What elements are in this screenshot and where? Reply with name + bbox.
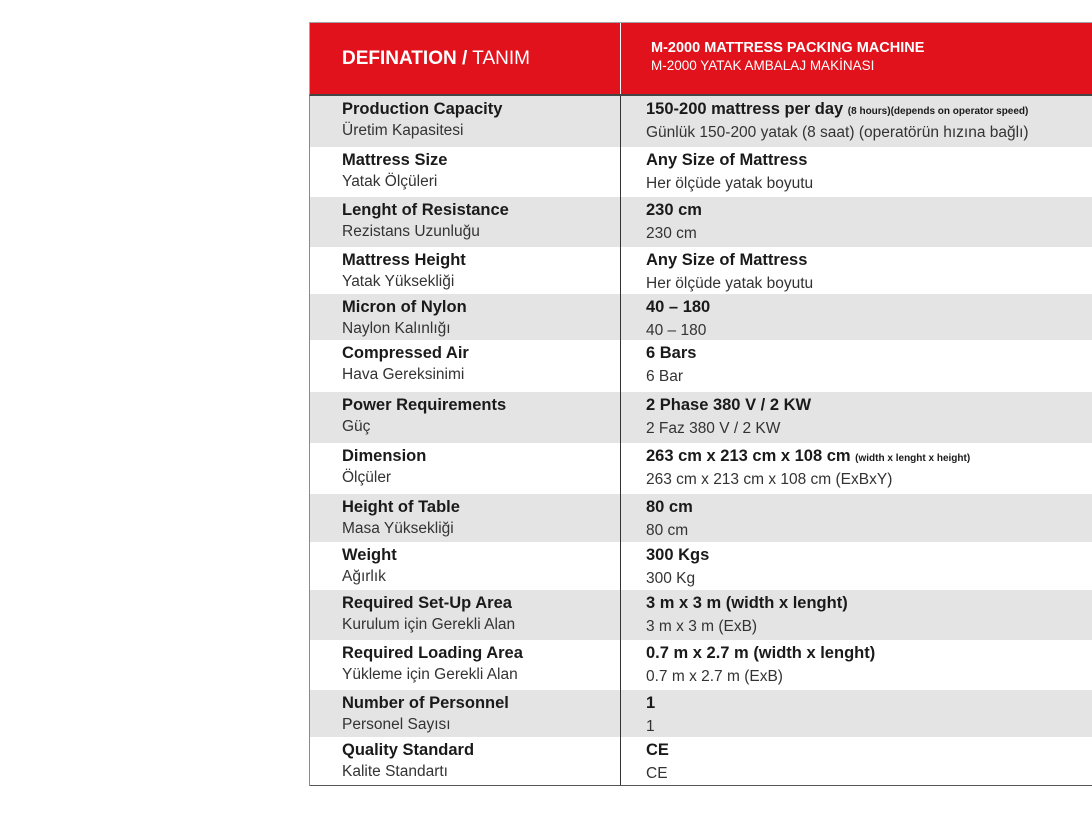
- spec-label-cell: [310, 590, 621, 640]
- table-row: [309, 197, 1092, 247]
- spec-value: 3 m x 3 m (width x lenght): [646, 594, 848, 612]
- spec-label-cell: [310, 443, 621, 494]
- spec-label-tr: Ölçüler: [342, 469, 392, 486]
- table-row: [309, 494, 1092, 542]
- spec-label-tr: Masa Yüksekliği: [342, 520, 454, 537]
- spec-label-tr: Yatak Yüksekliği: [342, 273, 455, 290]
- table-row: [309, 96, 1092, 147]
- spec-table: [309, 22, 1092, 786]
- spec-label: Mattress Size: [342, 151, 448, 169]
- spec-label: Quality Standard: [342, 741, 475, 759]
- spec-label-cell: [310, 247, 621, 294]
- spec-value-tr: Her ölçüde yatak boyutu: [646, 275, 814, 292]
- spec-value-line: [646, 446, 1092, 469]
- spec-label: Required Loading Area: [342, 644, 523, 662]
- spec-label-cell: [310, 494, 621, 542]
- spec-value-cell: [621, 640, 1092, 690]
- spec-label-cell: [310, 737, 621, 785]
- spec-value-cell: [621, 294, 1092, 340]
- definition-header-label: DEFINATION /: [342, 47, 468, 69]
- spec-value-line: [646, 99, 1092, 122]
- table-bottom-border: [309, 785, 1092, 786]
- spec-value-cell: [621, 247, 1092, 294]
- spec-value: 2 Phase 380 V / 2 KW: [646, 396, 812, 414]
- spec-label: Number of Personnel: [342, 694, 509, 712]
- spec-rows: [309, 96, 1092, 785]
- spec-value-tr: 40 – 180: [646, 322, 707, 339]
- spec-value: Any Size of Mattress: [646, 251, 808, 269]
- spec-value-tr: 6 Bar: [646, 368, 684, 385]
- spec-value-line: [646, 545, 1092, 568]
- table-row: [309, 294, 1092, 340]
- spec-value-line: [646, 250, 1092, 273]
- spec-value-line: [646, 643, 1092, 666]
- table-row: [309, 147, 1092, 197]
- spec-label-tr: Naylon Kalınlığı: [342, 320, 451, 337]
- spec-value: 230 cm: [646, 201, 702, 219]
- spec-value-tr: 230 cm: [646, 225, 697, 242]
- spec-value-line: [646, 593, 1092, 616]
- machine-title: M-2000 MATTRESS PACKING MACHINE: [651, 40, 925, 56]
- spec-label-cell: [310, 640, 621, 690]
- table-row: [309, 640, 1092, 690]
- spec-value-tr: 263 cm x 213 cm x 108 cm (ExBxY): [646, 471, 893, 488]
- spec-value-tr: 1: [646, 718, 655, 735]
- spec-label-tr: Rezistans Uzunluğu: [342, 223, 480, 240]
- table-row: [309, 542, 1092, 590]
- table-row: [309, 443, 1092, 494]
- spec-label-cell: [310, 392, 621, 443]
- spec-value-line: [646, 497, 1092, 520]
- spec-value-line: [646, 693, 1092, 716]
- definition-header-label-tr: TANIM: [472, 47, 530, 69]
- spec-value: 40 – 180: [646, 298, 711, 316]
- spec-label: Mattress Height: [342, 251, 466, 269]
- spec-value: 1: [646, 694, 656, 712]
- spec-label-cell: [310, 294, 621, 340]
- spec-label: Height of Table: [342, 498, 460, 516]
- spec-label-cell: [310, 96, 621, 147]
- spec-label-cell: [310, 147, 621, 197]
- spec-label-cell: [310, 690, 621, 737]
- spec-value: CE: [646, 741, 669, 759]
- spec-label-tr: Güç: [342, 418, 371, 435]
- spec-value-cell: [621, 392, 1092, 443]
- table-row: [309, 690, 1092, 737]
- table-row: [309, 340, 1092, 392]
- spec-value-line: [646, 150, 1092, 173]
- spec-value-line: [646, 297, 1092, 320]
- spec-value-cell: [621, 443, 1092, 494]
- spec-value-cell: [621, 542, 1092, 590]
- spec-label: Lenght of Resistance: [342, 201, 509, 219]
- spec-label-tr: Personel Sayısı: [342, 716, 451, 733]
- spec-value-line: [646, 200, 1092, 223]
- spec-label: Weight: [342, 546, 397, 564]
- spec-value-cell: [621, 96, 1092, 147]
- spec-value-tr: 80 cm: [646, 522, 689, 539]
- spec-label-tr: Ağırlık: [342, 568, 386, 585]
- spec-label-tr: Hava Gereksinimi: [342, 366, 465, 383]
- spec-value: 80 cm: [646, 498, 693, 516]
- spec-label-tr: Kurulum için Gerekli Alan: [342, 616, 516, 633]
- table-row: [309, 392, 1092, 443]
- spec-label-cell: [310, 340, 621, 392]
- spec-label-tr: Üretim Kapasitesi: [342, 122, 464, 139]
- spec-value-cell: [621, 340, 1092, 392]
- spec-value: 0.7 m x 2.7 m (width x lenght): [646, 644, 876, 662]
- spec-value: 6 Bars: [646, 344, 697, 362]
- definition-header-cell: [310, 23, 621, 94]
- spec-label: Micron of Nylon: [342, 298, 467, 316]
- table-header: [309, 22, 1092, 96]
- spec-value-line: [646, 395, 1092, 418]
- spec-value: 263 cm x 213 cm x 108 cm: [646, 447, 851, 465]
- spec-label: Production Capacity: [342, 100, 503, 118]
- table-row: [309, 247, 1092, 294]
- spec-value-tr: Her ölçüde yatak boyutu: [646, 175, 814, 192]
- spec-label-tr: Yükleme için Gerekli Alan: [342, 666, 518, 683]
- spec-label: Power Requirements: [342, 396, 507, 414]
- spec-value-line: [646, 343, 1092, 366]
- spec-value: 150-200 mattress per day: [646, 100, 844, 118]
- spec-value: 300 Kgs: [646, 546, 710, 564]
- spec-value-cell: [621, 590, 1092, 640]
- machine-title-tr: M-2000 YATAK AMBALAJ MAKİNASI: [651, 58, 875, 73]
- spec-value-note: (width x lenght x height): [855, 453, 971, 464]
- spec-value-cell: [621, 147, 1092, 197]
- spec-value-tr: Günlük 150-200 yatak (8 saat) (operatörün hızına bağlı): [646, 124, 1029, 141]
- spec-value-tr: 0.7 m x 2.7 m (ExB): [646, 668, 783, 685]
- spec-label: Required Set-Up Area: [342, 594, 512, 612]
- spec-value-line: [646, 740, 1092, 763]
- spec-value-tr: 3 m x 3 m (ExB): [646, 618, 758, 635]
- spec-value-tr: 300 Kg: [646, 570, 696, 587]
- spec-value-cell: [621, 197, 1092, 247]
- spec-label-cell: [310, 542, 621, 590]
- spec-value-cell: [621, 494, 1092, 542]
- spec-label: Compressed Air: [342, 344, 469, 362]
- spec-label: Dimension: [342, 447, 427, 465]
- spec-label-tr: Kalite Standartı: [342, 763, 448, 780]
- spec-value-tr: 2 Faz 380 V / 2 KW: [646, 420, 781, 437]
- spec-value: Any Size of Mattress: [646, 151, 808, 169]
- machine-header-cell: [621, 23, 1092, 94]
- spec-value-tr: CE: [646, 765, 668, 782]
- spec-label-tr: Yatak Ölçüleri: [342, 173, 438, 190]
- spec-value-cell: [621, 737, 1092, 785]
- spec-value-cell: [621, 690, 1092, 737]
- table-row: [309, 590, 1092, 640]
- table-row: [309, 737, 1092, 785]
- spec-label-cell: [310, 197, 621, 247]
- spec-value-note: (8 hours)(depends on operator speed): [847, 106, 1029, 117]
